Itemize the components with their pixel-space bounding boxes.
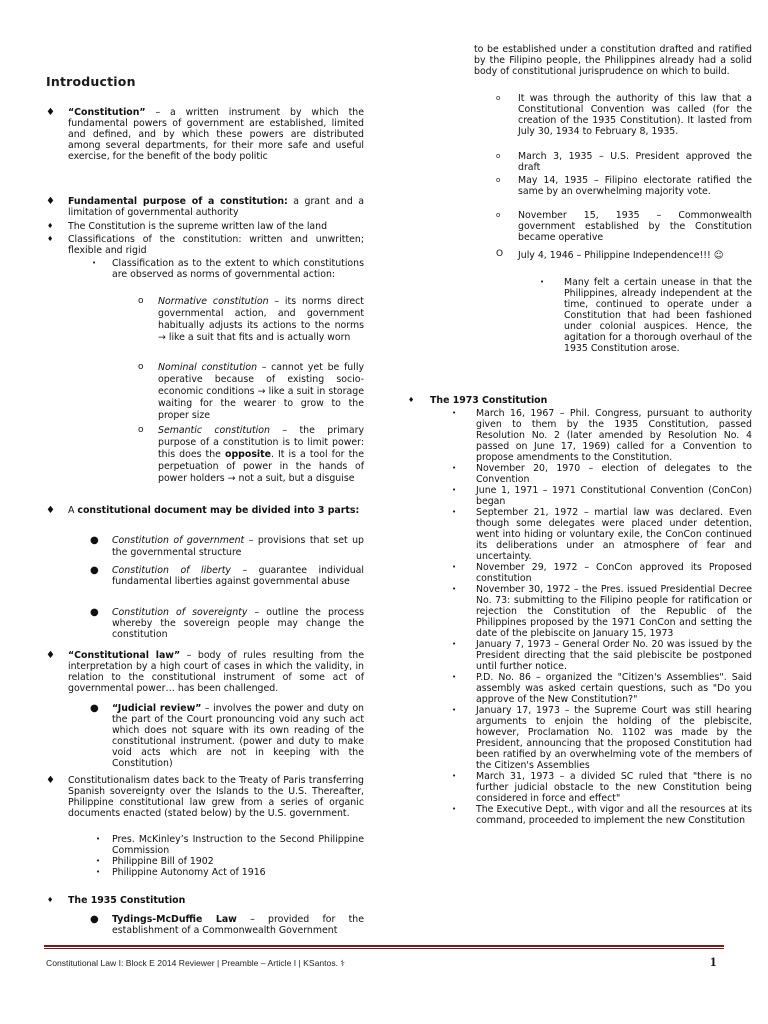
definition-constitution: “Constitution” – a written instrument by which the fundamental powers of government are established, limited and defined, and by which these powers are distributed among several departments, for their more safe and useful exercise, for the benefit of the body politic	[68, 107, 364, 162]
part-liberty: Constitution of liberty – guarantee individual fundamental liberties against governmental abuse	[112, 565, 365, 587]
list-item	[46, 234, 364, 256]
footer-rule	[44, 945, 724, 947]
constitutional-law-text: “Constitutional law” – body of rules resulting from the interpretation by a high court of cases in which the validity, in relation to the constitutional instrument of some act of governmental power… has been challenged.	[68, 650, 364, 694]
circle-bullet-icon: O	[496, 249, 504, 259]
definition-purpose: Fundamental purpose of a constitution: a grant and a limitation of governmental authority	[68, 196, 364, 218]
bullet-icon: ●	[90, 607, 99, 618]
bullet-icon: •	[452, 464, 457, 472]
list-item	[138, 362, 364, 422]
diamond-bullet-icon: ♦	[46, 775, 55, 786]
unease-text: Many felt a certain unease in that the Philippines, already independent at the time, continued to operate under a Constitution that had been fashioned under colonial auspices. Hence, the agitation for a thorough overhaul of the 1935 Constitution arose.	[564, 277, 752, 354]
diamond-bullet-icon: ♦	[47, 235, 54, 243]
list-item	[46, 895, 364, 906]
bullet-icon: •	[452, 805, 457, 813]
bullet-icon: ●	[90, 565, 99, 576]
page-number: 1	[710, 954, 717, 969]
tydings-continuation: to be established under a constitution drafted and ratified by the Filipino people, the Philippines already had a solid body of constitutional jurisprudence on which to build.	[474, 44, 752, 77]
bullet-icon: •	[452, 409, 457, 417]
bullet-icon: •	[452, 486, 457, 494]
list-item: • June 1, 1971 – 1971 Constitutional Convention (ConCon) began	[452, 485, 752, 507]
judicial-review-text: “Judicial review” – involves the power and duty on the part of the Court pronouncing void any such act which does not square with its own reading of the constitutional instrument. (power and duty to make void acts which are not in keeping with the Constitution)	[112, 703, 364, 769]
list-item: • Philippine Autonomy Act of 1916	[96, 867, 266, 878]
part-sovereignty: Constitution of sovereignty – outline the process whereby the sovereign people may change the constitution	[112, 607, 364, 640]
list-item: • Pres. McKinley’s Instruction to the Second Philippine Commission	[96, 834, 364, 856]
part-government: Constitution of government – provisions that set up the governmental structure	[112, 535, 364, 558]
supreme-law-text: The Constitution is the supreme written law of the land	[68, 221, 328, 232]
diamond-bullet-icon: ♦	[47, 222, 54, 230]
circle-bullet-icon: o	[138, 296, 144, 306]
list-item: • November 29, 1972 – ConCon approved its Proposed constitution	[452, 562, 752, 584]
tydings-text: Tydings-McDuffie Law – provided for the establishment of a Commonwealth Government	[112, 914, 364, 936]
classification-extent-text: Classification as to the extent to which constitutions are observed as norms of governmental action:	[112, 258, 364, 280]
circle-bullet-icon: o	[496, 211, 501, 219]
bullet-icon: •	[96, 868, 101, 876]
diamond-bullet-icon: ♦	[47, 896, 54, 904]
list-item	[46, 650, 364, 694]
nominal-text: Nominal constitution – cannot yet be fully operative because of existing socio-economic conditions → like a suit in storage waiting for the wearer to grow to the proper size	[158, 362, 364, 421]
list-item	[90, 607, 364, 640]
list-item	[90, 914, 364, 936]
list-item	[90, 565, 364, 587]
diamond-bullet-icon: ♦	[46, 650, 55, 661]
bullet-icon: ●	[90, 535, 99, 546]
bullet-icon: •	[452, 673, 457, 681]
bullet-icon: •	[452, 508, 457, 516]
list-item: • November 30, 1972 – the Pres. issued Presidential Decree No. 73: submitting to the Filipino people for ratification or rejection the Constitution of the Republic of the Philippines proposed by the 1971 ConCon and setting the date of the plebiscite on January 15, 1973	[452, 584, 752, 639]
list-item	[540, 277, 752, 354]
list-item: o It was through the authority of this law that a Constitutional Convention was called (for the creation of the 1935 Constitution). It lasted from July 30, 1934 to February 8, 1935.	[496, 93, 752, 137]
constitutionalism-text: Constitutionalism dates back to the Treaty of Paris transferring Spanish sovereignty over the Islands to the U.S. Thereafter, Philippine constitutional law grew from a series of organic documents enacted (stated below) by the U.S. government.	[68, 775, 364, 819]
classifications-text: Classifications of the constitution: written and unwritten; flexible and rigid	[68, 234, 364, 256]
list-item: • P.D. No. 86 – organized the "Citizen's Assemblies". Said assembly was asked certain questions, such as "Do you approve of the New Constitution?"	[452, 672, 752, 705]
list-item: • The Executive Dept., with vigor and all the resources at its command, proceeded to implement the new Constitution	[452, 804, 752, 826]
list-item: o May 14, 1935 – Filipino electorate ratified the same by an overwhelming majority vote.	[496, 175, 752, 197]
list-item	[474, 44, 752, 77]
list-item	[90, 535, 364, 559]
bullet-icon: •	[92, 259, 97, 267]
circle-bullet-icon: o	[496, 94, 501, 102]
section-heading-1935: The 1935 Constitution	[68, 895, 186, 906]
list-item	[46, 505, 364, 516]
bullet-icon: •	[452, 585, 457, 593]
list-item: • January 7, 1973 – General Order No. 20 was issued by the President directing that the said plebiscite be postponed until further notice.	[452, 639, 752, 672]
bullet-icon: •	[452, 563, 457, 571]
circle-bullet-icon: o	[138, 362, 144, 372]
bullet-icon: •	[452, 772, 457, 780]
list-item: • March 16, 1967 – Phil. Congress, pursuant to authority given to them by the 1935 Constitution, passed Resolution No. 2 (later amended by Resolution No. 4 passed on June 17, 1969) called for a Convention to propose amendments to the Constitution.	[452, 408, 752, 463]
parts-heading: A constitutional document may be divided into 3 parts:	[68, 505, 360, 516]
circle-bullet-icon: o	[496, 152, 501, 160]
bullet-icon: ●	[90, 703, 99, 714]
list-item	[46, 107, 364, 162]
circle-bullet-icon: o	[496, 176, 501, 184]
list-item	[46, 196, 364, 218]
list-item: • Philippine Bill of 1902	[96, 856, 214, 867]
list-item: • January 17, 1973 – the Supreme Court was still hearing arguments to enjoin the holding of the plebiscite, however, Proclamation No. 1102 was made by the President, announcing that the proposed Constitution had been ratified by an overwhelming vote of the members of the Citizen's Assemblies	[452, 705, 752, 771]
list-item: • March 31, 1973 – a divided SC ruled that "there is no further judicial obstacle to the new Constitution being considered in force and effect"	[452, 771, 752, 804]
list-item	[406, 395, 752, 406]
bullet-icon: •	[96, 835, 101, 843]
bullet-icon: •	[540, 278, 545, 286]
list-item	[92, 258, 364, 280]
semantic-text: Semantic constitution – the primary purpose of a constitution is to limit power: this does the opposite. It is a tool for the perpetuation of power in the hands of power holders → not a suit, but a disguise	[158, 425, 364, 484]
independence-text: July 4, 1946 – Philippine Independence!!! ☺	[518, 250, 724, 261]
list-item	[46, 221, 364, 232]
list-item: • November 20, 1970 – election of delegates to the Convention	[452, 463, 752, 485]
diamond-bullet-icon: ♦	[408, 396, 415, 404]
bullet-icon: ●	[90, 914, 99, 925]
bullet-icon: •	[452, 706, 457, 714]
diamond-bullet-icon: ♦	[46, 196, 55, 207]
list-item: o March 3, 1935 – U.S. President approved the draft	[496, 151, 752, 173]
list-item	[138, 296, 364, 344]
section-heading-1973: The 1973 Constitution	[430, 395, 548, 406]
list-item: • September 21, 1972 – martial law was declared. Even though some delegates were placed under detention, went into hiding or voluntary exile, the ConCon continued its deliberations under an atmosphere of fear and uncertainty.	[452, 507, 752, 562]
page-title: Introduction	[46, 74, 136, 89]
bullet-icon: •	[96, 857, 101, 865]
list-item: o November 15, 1935 – Commonwealth government established by the Constitution became operative	[496, 210, 752, 243]
list-item	[138, 425, 364, 485]
list-item	[496, 249, 752, 262]
organic-documents-list	[96, 834, 364, 878]
footer-rule	[44, 948, 724, 949]
list-item	[90, 703, 364, 769]
footer-text: Constitutional Law I: Block E 2014 Reviewer | Preamble – Article I | KSantos. ⚕	[46, 958, 346, 968]
circle-bullet-icon: o	[138, 425, 144, 435]
bullet-icon: •	[452, 640, 457, 648]
diamond-bullet-icon: ♦	[46, 107, 55, 118]
normative-text: Normative constitution – its norms direct governmental action, and government habitually adjusts its actions to the norms → like a suit that fits and is actually worn	[158, 296, 364, 343]
events-list	[452, 408, 752, 826]
list-item	[46, 775, 364, 819]
diamond-bullet-icon: ♦	[46, 505, 55, 516]
